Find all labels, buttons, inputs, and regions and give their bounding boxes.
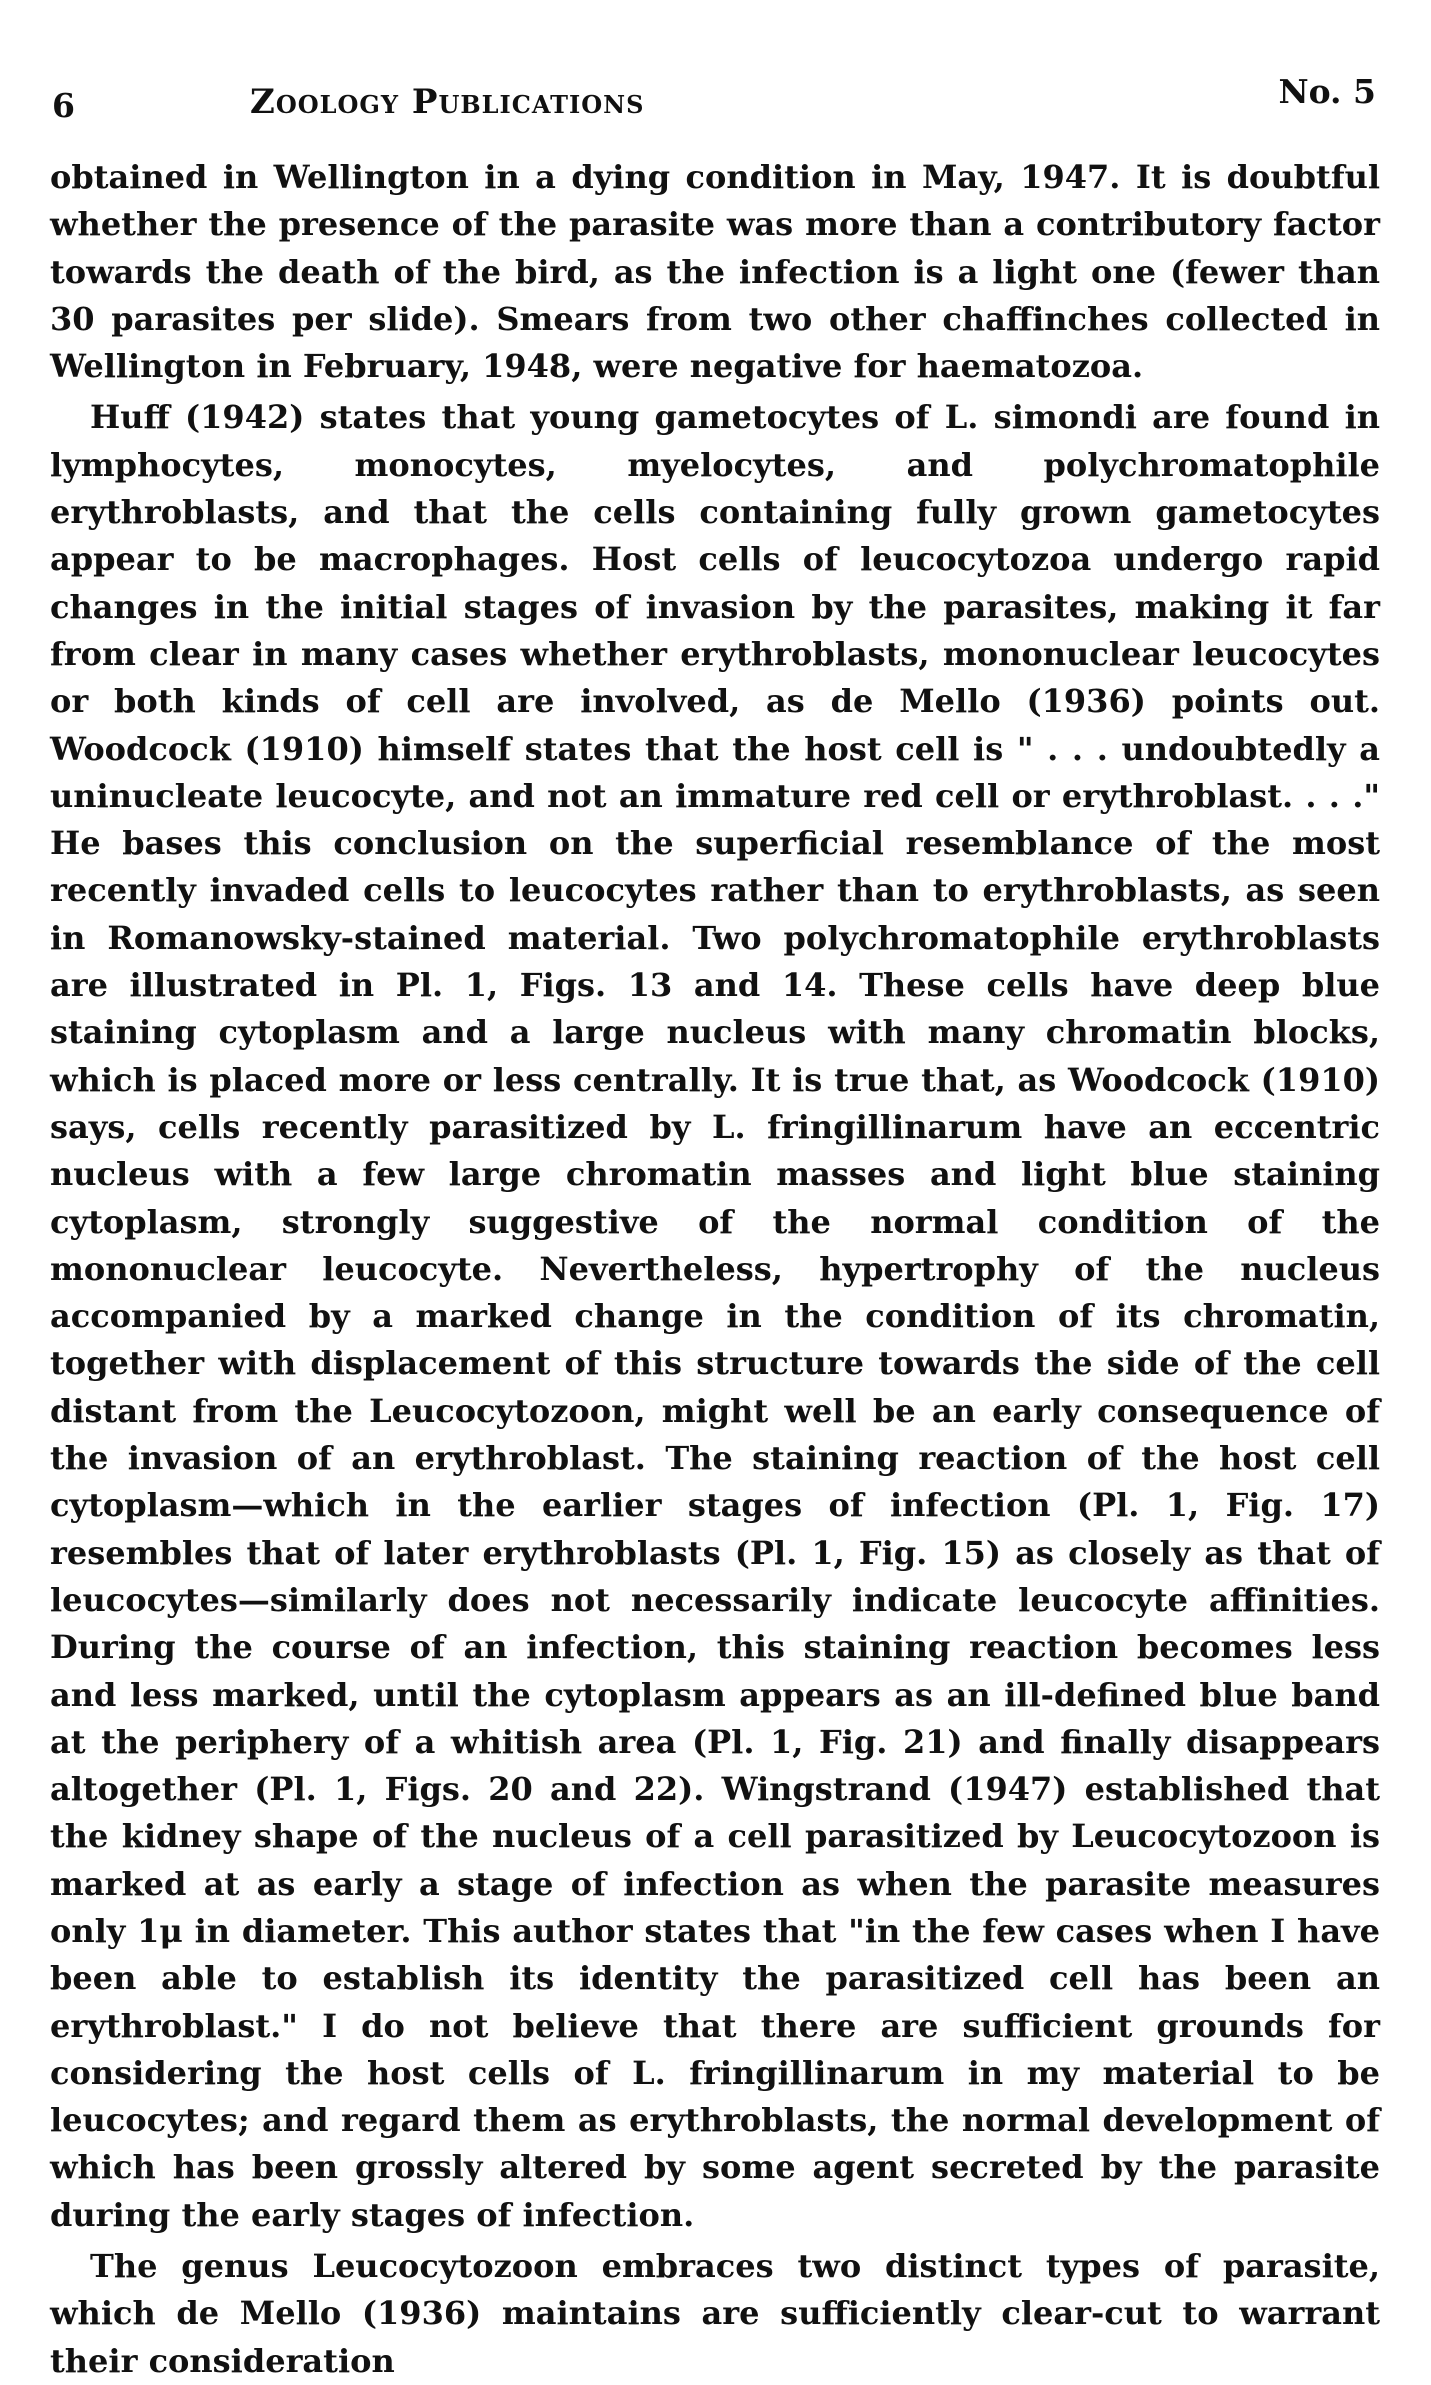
running-head bbox=[50, 70, 1380, 130]
journal-title: Zoology Publications bbox=[250, 82, 645, 122]
body-text bbox=[50, 154, 1380, 2385]
paragraph-2: Huff (1942) states that young gametocytes of L. simondi are found in lymphocytes, monocytes, myelocytes, and polychromatophile erythroblasts, and that the cells containing fully grown gametocytes appear to be macrophages. Host cells of leucocytozoa undergo rapid changes in the initial stages of invasion by the parasites, making it far from clear in many cases whether erythroblasts, mononuclear leucocytes or both kinds of cell are involved, as de Mello (1936) points out. Woodcock (1910) himself states that the host cell is " . . . undoubtedly a uninucleate leucocyte, and not an immature red cell or erythroblast. . . ." He bases this conclusion on the superficial resemblance of the most recently invaded cells to leucocytes rather than to erythroblasts, as seen in Romanowsky-stained material. Two polychromatophile erythroblasts are illustrated in Pl. 1, Figs. 13 and 14. These cells have deep blue staining cytoplasm and a large nucleus with many chromatin blocks, which is placed more or less centrally. It is true that, as Woodcock (1910) says, cells recently parasitized by L. fringillinarum have an eccentric nucleus with a few large chromatin masses and light blue staining cytoplasm, strongly suggestive of the normal condition of the mononuclear leucocyte. Nevertheless, hypertrophy of the nucleus accompanied by a marked change in the condition of its chromatin, together with displacement of this structure towards the side of the cell distant from the Leucocytozoon, might well be an early consequence of the invasion of an erythroblast. The staining reaction of the host cell cytoplasm—which in the earlier stages of infection (Pl. 1, Fig. 17) resembles that of later erythroblasts (Pl. 1, Fig. 15) as closely as that of leucocytes—similarly does not necessarily indicate leucocyte affinities. During the course of an infection, this staining reaction becomes less and less marked, until the cytoplasm appears as an ill-defined blue band at the periphery of a whitish area (Pl. 1, Fig. 21) and finally disappears altogether (Pl. 1, Figs. 20 and 22). Wingstrand (1947) established that the kidney shape of the nucleus of a cell parasitized by Leucocytozoon is marked at as early a stage of infection as when the parasite measures only 1μ in diameter. This author states that "in the few cases when I have been able to establish its identity the parasitized cell has been an erythroblast." I do not believe that there are sufficient grounds for considering the host cells of L. fringillinarum in my material to be leucocytes; and regard them as erythroblasts, the normal development of which has been grossly altered by some agent secreted by the parasite during the early stages of infection. bbox=[50, 398, 1380, 2234]
issue-number: No. 5 bbox=[1278, 72, 1376, 111]
document-page bbox=[50, 70, 1380, 2385]
paragraph-1: obtained in Wellington in a dying condition in May, 1947. It is doubtful whether the presence of the parasite was more than a contributory factor towards the death of the bird, as the infection is a light one (fewer than 30 parasites per slide). Smears from two other chaffinches collected in Wellington in February, 1948, were negative for haematozoa. bbox=[50, 158, 1380, 386]
paragraph-3: The genus Leucocytozoon embraces two distinct types of parasite, which de Mello (1936) maintains are sufficiently clear-cut to warrant their consideration bbox=[50, 2247, 1380, 2380]
page-number: 6 bbox=[52, 86, 75, 125]
